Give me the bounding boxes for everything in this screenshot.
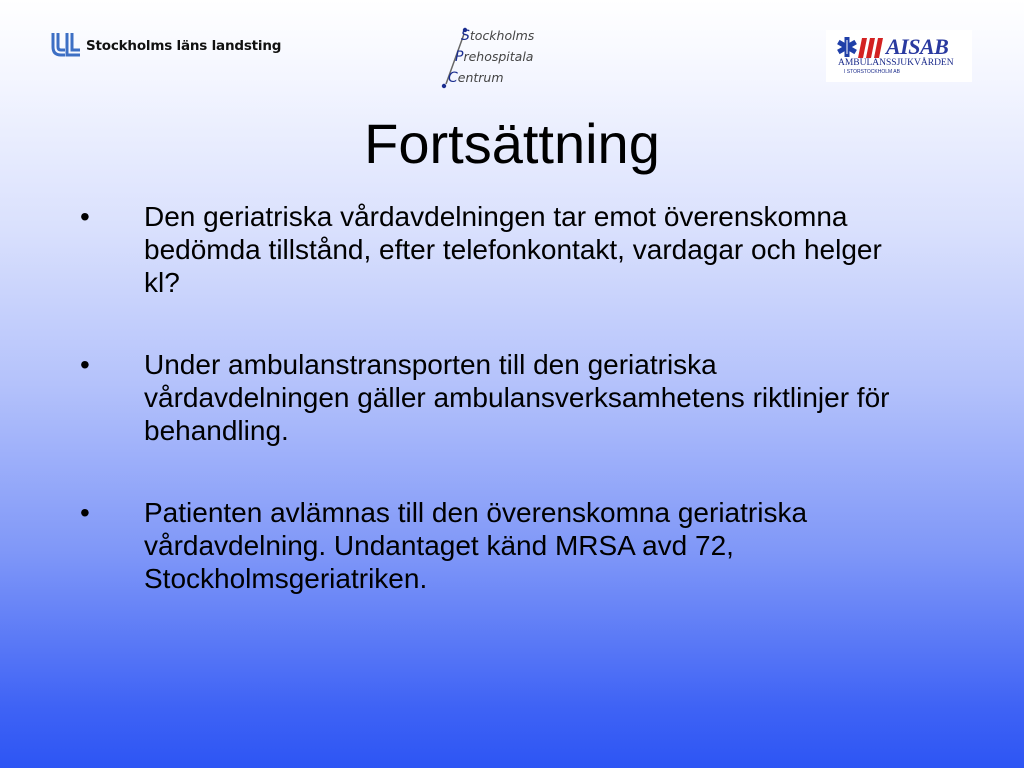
stripes-icon	[858, 38, 888, 58]
aisab-subtitle-small: I STORSTOCKHOLM AB	[844, 69, 900, 75]
star-of-life-icon	[836, 36, 858, 58]
slide-title: Fortsättning	[364, 112, 660, 175]
bullet-marker: •	[80, 497, 90, 528]
bullet-text: Patienten avlämnas till den överenskomna geriatriska vårdavdelning. Undantaget känd MRSA avd 72, Stockholmsgeriatriken.	[144, 497, 808, 594]
bullet-marker: •	[80, 201, 90, 232]
aisab-name: AISAB	[886, 34, 949, 59]
sll-logo	[50, 26, 295, 66]
spc-logo	[428, 24, 568, 94]
bullet-text: Under ambulanstransporten till den geriatriska vårdavdelningen gäller ambulansverksamhetens riktlinjer för behandling.	[144, 349, 890, 446]
aisab-subtitle: AMBULANSSJUKVÅRDEN	[838, 58, 954, 68]
sll-emblem-icon	[50, 31, 82, 61]
bullet-text: Den geriatriska vårdavdelningen tar emot överenskomna bedömda tillstånd, efter telefonkontakt, vardagar och helger kl?	[144, 201, 882, 298]
spc-line-3: Centrum	[448, 70, 504, 86]
aisab-logo	[826, 30, 972, 82]
spc-line-2: Prehospitala	[455, 49, 534, 65]
bullet-marker: •	[80, 349, 90, 380]
sll-logo-text: Stockholms läns landsting	[86, 38, 282, 54]
spc-line-1: Stockholms	[461, 28, 535, 44]
